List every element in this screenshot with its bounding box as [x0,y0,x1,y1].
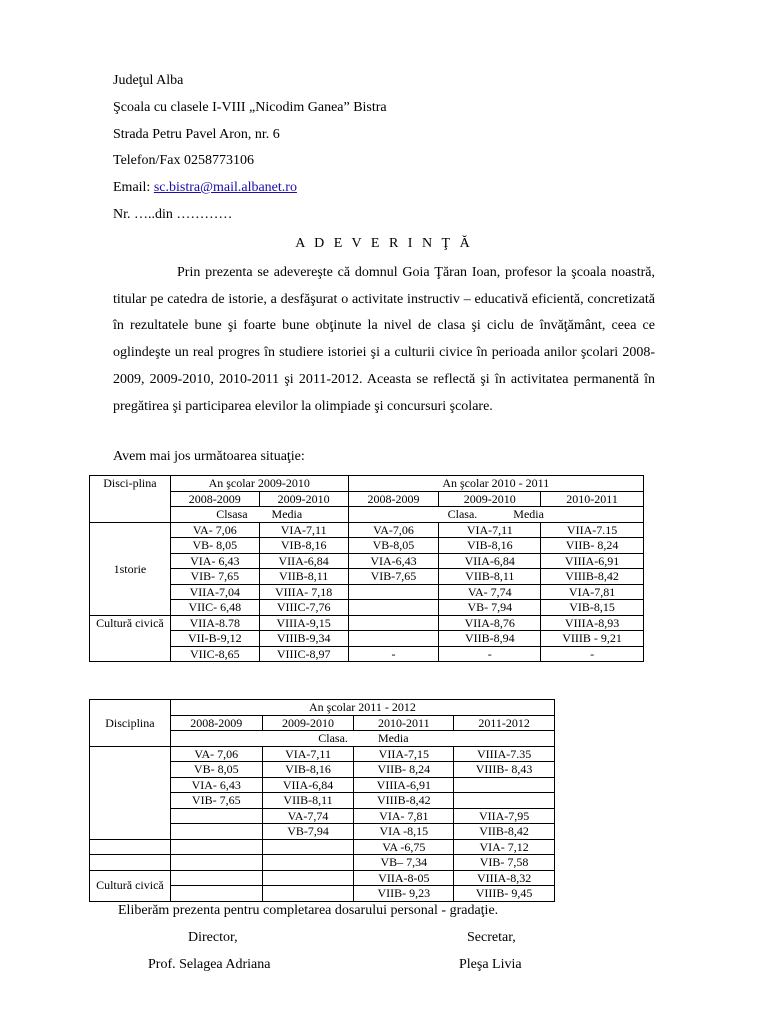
subject-cell-empty [90,855,171,871]
table-cell: VIIIC-7,76 [259,600,348,616]
column-header: 2011-2012 [454,715,555,731]
table-cell [348,615,439,631]
table-cell: VIA- 7,12 [454,839,555,855]
table-cell: VIA- 6,43 [170,553,259,569]
results-table-1 [89,475,644,662]
subject-cell-empty [90,839,171,855]
table-cell: VA- 7,06 [170,522,259,538]
sub-header: Clsasa Media [170,507,348,523]
table-cell [170,855,262,871]
table-cell: VIB- 7,58 [454,855,555,871]
table-cell: VIIA-6,84 [259,553,348,569]
table-cell: VA- 7,74 [439,584,541,600]
column-header: 2008-2009 [170,715,262,731]
subject-cell-empty [90,746,171,839]
table-cell: VIIA-7,95 [454,808,555,824]
number-date-line: Nr. …..din ………… [113,207,233,222]
table-cell: VIB- 7,65 [170,793,262,809]
table-cell: VIB-7,65 [348,569,439,585]
table-cell [454,777,555,793]
table-row [90,491,644,507]
table-cell: VIB-8,16 [439,538,541,554]
table-cell: VIA- 6,43 [170,777,262,793]
table-row [90,584,644,600]
table-cell: - [348,646,439,662]
results-table-2 [89,699,555,902]
table-row [90,569,644,585]
secretary-title: Secretar, [467,930,516,945]
table-cell: VIA -8,15 [354,824,454,840]
email-label: Email: [113,180,154,195]
table-cell: VIIA-8-05 [354,870,454,886]
column-header: 2010-2011 [541,491,644,507]
column-header: 2008-2009 [348,491,439,507]
phone-line: Telefon/Fax 0258773106 [113,153,254,168]
table-cell: VIA-7,11 [259,522,348,538]
table-cell: VIIIA-6,91 [354,777,454,793]
county-line: Judeţul Alba [113,73,184,88]
table-cell [170,808,262,824]
table-cell: - [439,646,541,662]
subject-cell: 1storie [90,522,171,615]
table-cell: VIIB-8,94 [439,631,541,647]
table-cell: VIB-8,15 [541,600,644,616]
table-cell: VB– 7,34 [354,855,454,871]
table-cell [262,886,354,902]
column-header: 2009-2010 [262,715,354,731]
intro-line: Avem mai jos următoarea situaţie: [113,449,305,464]
table-row [90,600,644,616]
director-title: Director, [188,930,238,945]
table-cell [170,886,262,902]
table-cell: VIIB- 9,23 [354,886,454,902]
column-header: 2009-2010 [439,491,541,507]
table-cell: VIB-8,16 [259,538,348,554]
table-cell: VIB- 7,65 [170,569,259,585]
table-row [90,522,644,538]
subject-cell: Cultură civică [90,615,171,662]
table-cell: VA- 7,06 [170,746,262,762]
street-address-line: Strada Petru Pavel Aron, nr. 6 [113,127,280,142]
sub-header: Clasa. Media [348,507,643,523]
table-cell: VB-7,94 [262,824,354,840]
year-header: An şcolar 2009-2010 [170,476,348,492]
table-cell [170,824,262,840]
table-cell: VIIB-8,42 [454,824,555,840]
table-row [90,870,555,886]
table-row [90,476,644,492]
column-header: 2008-2009 [170,491,259,507]
discipline-header: Disci-plina [90,476,171,523]
table-cell: VIIIB-8,42 [541,569,644,585]
table-cell: VIA-7,11 [262,746,354,762]
table-cell: VIIIA-8,32 [454,870,555,886]
sub-header: Clasa. [170,731,354,747]
table-cell: VIIB-8,11 [259,569,348,585]
table-cell: VIIA-7.15 [541,522,644,538]
table-cell: VIIIA-6,91 [541,553,644,569]
table-cell: VIIIC-8,97 [259,646,348,662]
secretary-name: Pleşa Livia [459,957,522,972]
table-cell: VA-7,74 [262,808,354,824]
table-cell: VB- 8,05 [170,538,259,554]
table-cell: VIIIB- 8,43 [454,762,555,778]
table-cell: VIIIA-8,93 [541,615,644,631]
table-cell: VIIA-7,15 [354,746,454,762]
table-row [90,507,644,523]
table-cell: VIIA-8.78 [170,615,259,631]
footer-statement: Eliberăm prezenta pentru completarea dosarului personal - gradaţie. [118,903,499,918]
table-cell: VIA-7,81 [541,584,644,600]
table-cell: VIIIA-9,15 [259,615,348,631]
table-cell: VIIIB - 9,21 [541,631,644,647]
table-cell: VIIC-8,65 [170,646,259,662]
table-cell: VIIB-8,11 [439,569,541,585]
table-row [90,700,555,716]
table-cell: VB- 8,05 [170,762,262,778]
table-cell: VIB-8,16 [262,762,354,778]
table-cell [262,839,354,855]
table-cell: VB-8,05 [348,538,439,554]
director-name: Prof. Selagea Adriana [148,957,271,972]
table-row [90,538,644,554]
table-cell: VIIB- 8,24 [354,762,454,778]
year-header: An şcolar 2011 - 2012 [170,700,554,716]
table-row [90,839,555,855]
email-line [113,180,297,196]
table-cell: VIIB- 8,24 [541,538,644,554]
table-cell: - [541,646,644,662]
table-cell: VA -6,75 [354,839,454,855]
column-header: 2010-2011 [354,715,454,731]
email-link[interactable]: sc.bistra@mail.albanet.ro [153,180,297,195]
table-cell: VIIB-8,11 [262,793,354,809]
subject-cell: Cultură civică [90,870,171,901]
table-cell [348,631,439,647]
table-cell: VIIIA- 7,18 [259,584,348,600]
discipline-header: Disciplina [90,700,171,747]
table-cell: VIIA-6,84 [262,777,354,793]
table-cell: VIIA-7,04 [170,584,259,600]
table-cell: VII-B-9,12 [170,631,259,647]
year-header: An şcolar 2010 - 2011 [348,476,643,492]
table-row [90,746,555,762]
paragraph-text: Prin prezenta se adevereşte că domnul Goia Ţăran Ioan, profesor la şcoala noastră, titular pe catedra de istorie, a desfăşurat o activitate instructiv – educativă eficientă, concretizată în rezultatele bune şi foarte bune obţinute la nivel de clasa şi ciclu de învăţământ, ceea ce oglindeşte un real progres în studiere istoriei şi a culturii civice în perioada anilor şcolari 2008-2009, 2009-2010, 2010-2011 şi 2011-2012. Aceasta se reflectă şi în activitatea permanentă în pregătirea şi participarea elevilor la olimpiade şi concursuri şcolare. [113,265,655,414]
table-cell [170,870,262,886]
table-cell: VIIA-8,76 [439,615,541,631]
table-cell [262,870,354,886]
school-name-line: Şcoala cu clasele I-VIII „Nicodim Ganea” Bistra [113,100,387,115]
table-row [90,631,644,647]
table-row [90,615,644,631]
table-cell: VIA-7,11 [439,522,541,538]
table-cell: VA-7,06 [348,522,439,538]
table-cell: VIA- 7,81 [354,808,454,824]
table-cell: VIIA-6,84 [439,553,541,569]
table-cell [348,584,439,600]
table-cell [170,839,262,855]
document-title: A D E V E R I N Ţ Ă [295,236,473,251]
table-row [90,553,644,569]
sub-header: Media [354,731,555,747]
table-cell: VIIC- 6,48 [170,600,259,616]
certificate-paragraph [113,260,655,420]
table-cell: VIIIB-8,42 [354,793,454,809]
column-header: 2009-2010 [259,491,348,507]
table-cell: VIIIA-7.35 [454,746,555,762]
table-cell [454,793,555,809]
table-cell: VIIIB- 9,45 [454,886,555,902]
table-cell [348,600,439,616]
table-row [90,855,555,871]
table-cell: VB- 7,94 [439,600,541,616]
table-cell [262,855,354,871]
table-cell: VIIIB-9,34 [259,631,348,647]
table-cell: VIA-6,43 [348,553,439,569]
table-row [90,646,644,662]
